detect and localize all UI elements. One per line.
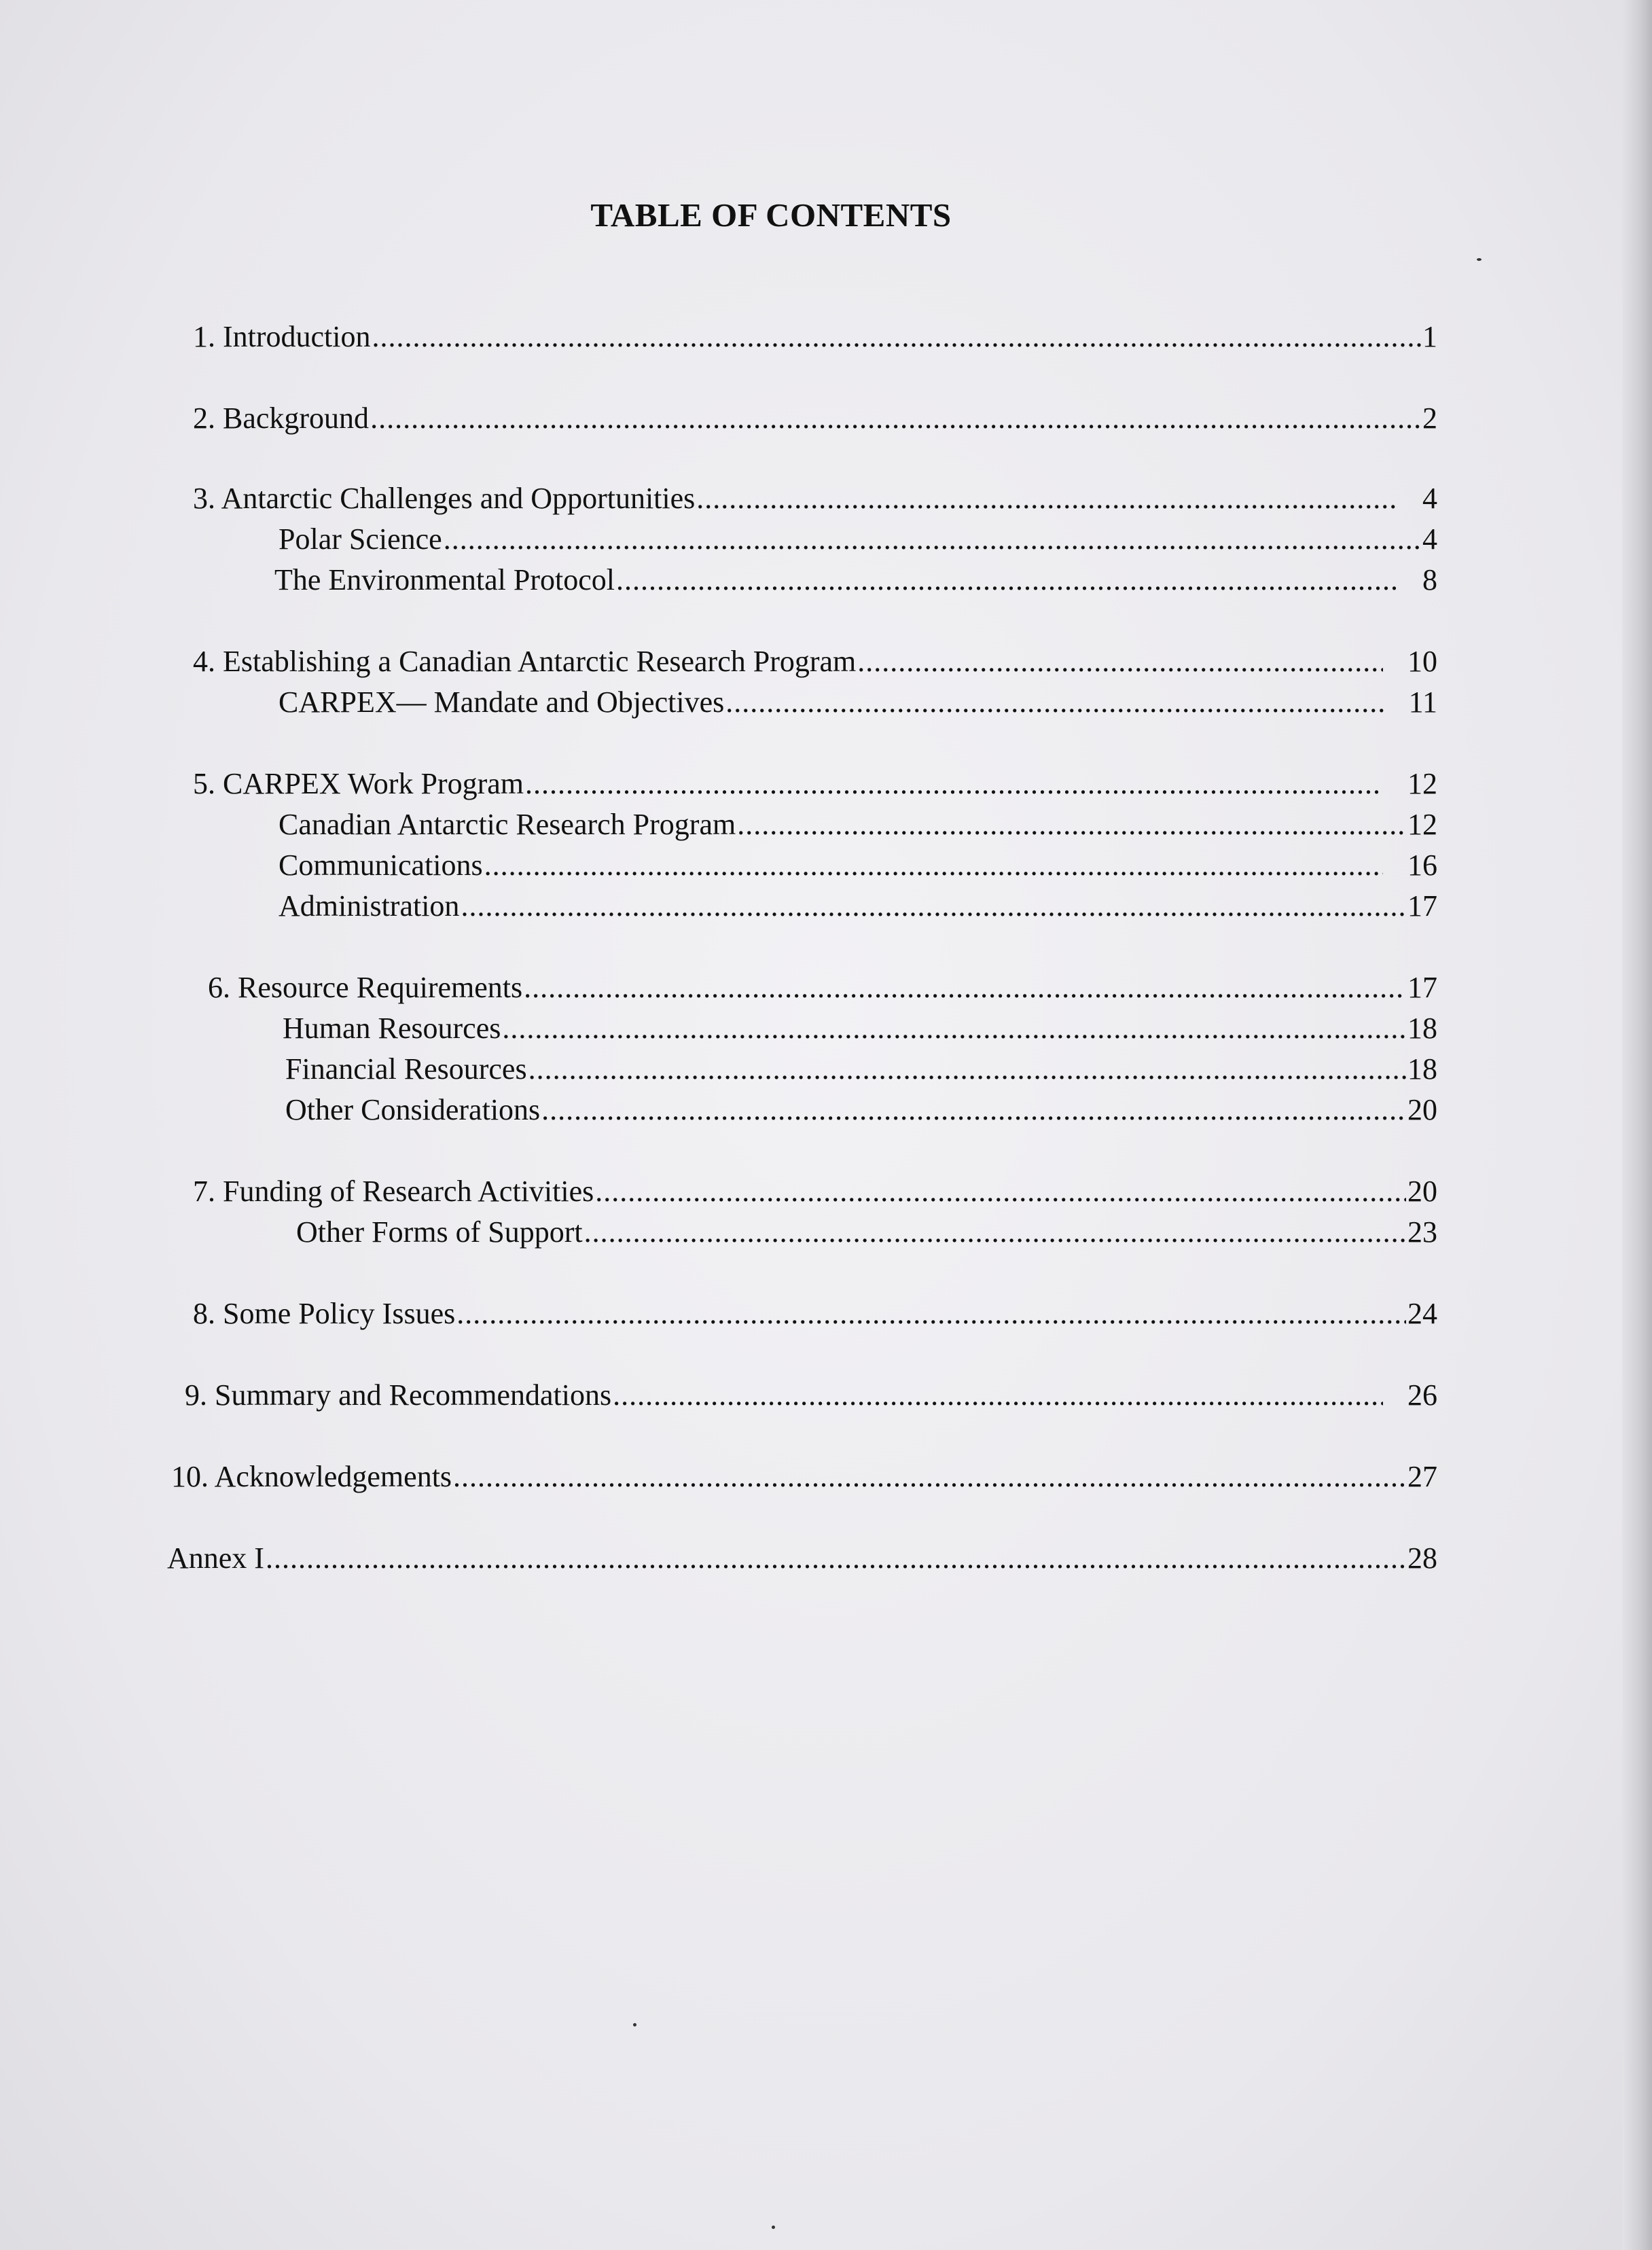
page-edge (1622, 0, 1652, 2250)
leader-dots (502, 1012, 1406, 1045)
toc-entry-page: 26 (1407, 1378, 1437, 1412)
toc-entry[interactable] (193, 768, 1437, 800)
toc-entry-label: Other Forms of Support (296, 1215, 583, 1249)
toc-entry-label: CARPEX— Mandate and Objectives (279, 685, 725, 719)
leader-dots (725, 686, 1384, 719)
toc-subentry[interactable] (279, 523, 1437, 556)
toc-subentry[interactable] (296, 1216, 1437, 1249)
leader-dots (453, 1461, 1406, 1493)
toc-entry-page: 28 (1407, 1541, 1437, 1575)
toc-entry-page: 1 (1422, 320, 1437, 353)
toc-entry-label: 8. Some Policy Issues (193, 1297, 456, 1330)
toc-entry[interactable] (167, 1542, 1437, 1575)
scan-speck (1477, 258, 1482, 261)
toc-entry-label: 4. Establishing a Canadian Antarctic Research Program (193, 645, 857, 678)
toc-entry-page: 23 (1407, 1215, 1437, 1249)
toc-subentry[interactable] (274, 564, 1437, 596)
leader-dots (696, 482, 1398, 515)
leader-dots (266, 1542, 1406, 1575)
leader-dots (737, 808, 1406, 841)
leader-dots (613, 1379, 1383, 1412)
toc-entry-label: Annex I (167, 1541, 264, 1575)
toc-entry[interactable] (193, 645, 1437, 678)
toc-subentry[interactable] (279, 849, 1437, 882)
toc-subentry[interactable] (285, 1053, 1437, 1086)
toc-entry[interactable] (193, 1298, 1437, 1330)
toc-subentry[interactable] (283, 1012, 1437, 1045)
toc-entry-page: 4 (1422, 482, 1437, 515)
leader-dots (461, 890, 1406, 923)
toc-title: TABLE OF CONTENTS (590, 196, 952, 234)
toc-entry-page: 27 (1407, 1460, 1437, 1493)
toc-entry-label: 3. Antarctic Challenges and Opportunities (193, 482, 696, 515)
leader-dots (857, 645, 1383, 678)
toc-subentry[interactable] (279, 890, 1437, 923)
toc-entry-page: 12 (1407, 767, 1437, 800)
toc-entry[interactable] (171, 1461, 1437, 1493)
leader-dots (370, 402, 1421, 435)
toc-entry-label: The Environmental Protocol (274, 563, 615, 596)
toc-entry-page: 8 (1422, 563, 1437, 596)
toc-entry-label: 5. CARPEX Work Program (193, 767, 524, 800)
toc-entry-label: Other Considerations (285, 1093, 541, 1126)
leader-dots (528, 1053, 1406, 1086)
leader-dots (456, 1298, 1406, 1330)
toc-entry-page: 17 (1407, 889, 1437, 923)
toc-entry-page: 2 (1422, 401, 1437, 435)
toc-entry[interactable] (193, 402, 1437, 435)
toc-entry-page: 4 (1422, 522, 1437, 556)
leader-dots (584, 1216, 1406, 1249)
scan-speck (772, 2226, 775, 2229)
toc-subentry[interactable] (279, 808, 1437, 841)
leader-dots (541, 1094, 1406, 1126)
toc-entry[interactable] (208, 971, 1437, 1004)
toc-entry-label: Financial Resources (285, 1052, 527, 1086)
toc-entry-page: 18 (1407, 1012, 1437, 1045)
toc-entry[interactable] (185, 1379, 1437, 1412)
leader-dots (372, 321, 1421, 353)
toc-subentry[interactable] (285, 1094, 1437, 1126)
toc-entry-label: 7. Funding of Research Activities (193, 1175, 594, 1208)
toc-entry-label: 10. Acknowledgements (171, 1460, 452, 1493)
toc-entry-page: 11 (1408, 685, 1437, 719)
toc-entry-label: 9. Summary and Recommendations (185, 1378, 612, 1412)
toc-subentry[interactable] (279, 686, 1437, 719)
toc-entry[interactable] (193, 1175, 1437, 1208)
leader-dots (484, 849, 1383, 882)
toc-entry[interactable] (193, 321, 1437, 353)
leader-dots (595, 1175, 1406, 1208)
leader-dots (525, 768, 1383, 800)
toc-entry-label: Canadian Antarctic Research Program (279, 808, 736, 841)
toc-entry-label: 1. Introduction (193, 320, 371, 353)
toc-entry-page: 16 (1407, 849, 1437, 882)
toc-entry-label: Polar Science (279, 522, 442, 556)
leader-dots (444, 523, 1421, 556)
toc-entry-label: Communications (279, 849, 483, 882)
toc-entry-page: 18 (1407, 1052, 1437, 1086)
toc-entry[interactable] (193, 482, 1437, 515)
toc-entry-label: 6. Resource Requirements (208, 971, 523, 1004)
toc-entry-label: 2. Background (193, 401, 370, 435)
toc-entry-page: 20 (1407, 1175, 1437, 1208)
toc-entry-page: 12 (1407, 808, 1437, 841)
toc-entry-page: 17 (1407, 971, 1437, 1004)
toc-entry-page: 20 (1407, 1093, 1437, 1126)
toc-entry-label: Administration (279, 889, 460, 923)
leader-dots (616, 564, 1398, 596)
leader-dots (524, 971, 1406, 1004)
toc-entry-label: Human Resources (283, 1012, 501, 1045)
toc-entry-page: 24 (1407, 1297, 1437, 1330)
toc-entry-page: 10 (1407, 645, 1437, 678)
scan-speck (633, 2023, 636, 2026)
